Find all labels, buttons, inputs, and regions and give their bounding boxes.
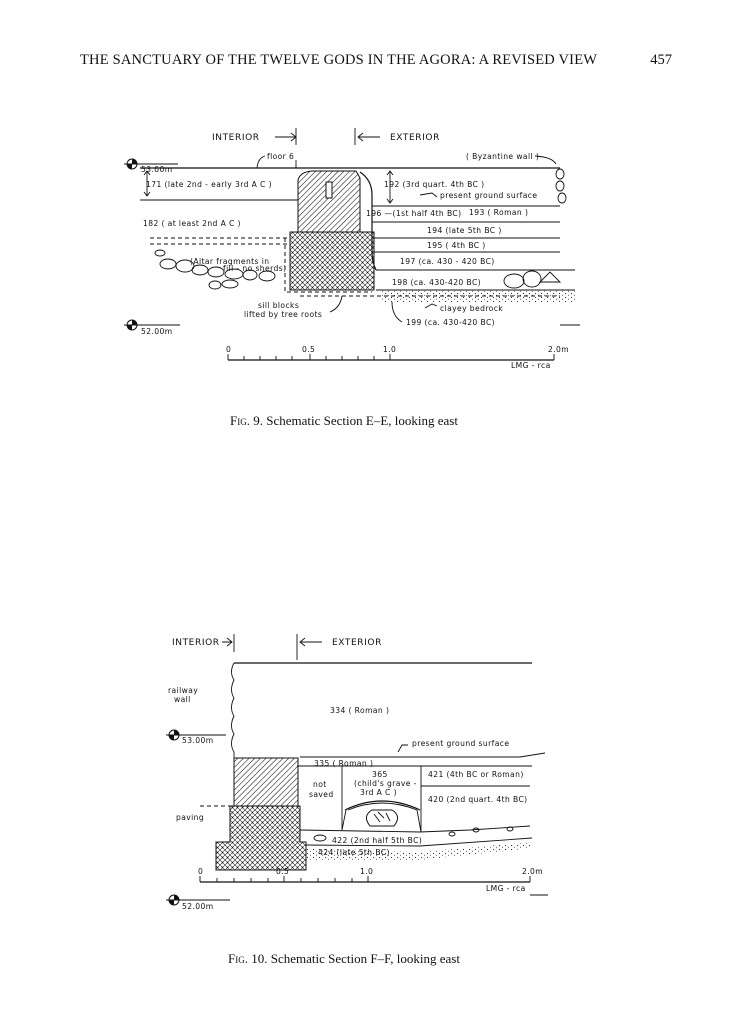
fig9-elev-top: 53.00m [141, 165, 173, 174]
figure-9-section-e-e [124, 128, 580, 370]
fig10-scale-05: 0.5 [276, 867, 290, 876]
fig9-altar-note-2: fill - no sherds) [223, 264, 287, 273]
fig9-clayey-bedrock: clayey bedrock [440, 304, 504, 313]
fig9-elev-bottom: 52.00m [141, 327, 173, 336]
fig9-layer-198: 198 (ca. 430-420 BC) [392, 278, 482, 287]
fig10-paving: paving [176, 813, 205, 822]
fig10-layer-365-b: (child's grave - [354, 779, 417, 788]
fig10-grave-arch [345, 801, 420, 810]
fig9-interior-label: INTERIOR [212, 133, 260, 143]
fig10-credit: LMG - rca [486, 884, 526, 893]
fig9-caption-number: Fig. 9. [230, 413, 263, 428]
fig10-scale-0: 0 [198, 867, 204, 876]
fig10-not-saved-2: saved [309, 790, 334, 799]
fig9-layer-196: 196 —(1st half 4th BC) [366, 209, 462, 218]
fig9-credit: LMG - rca [511, 361, 551, 370]
fig9-layer-197: 197 (ca. 430 - 420 BC) [400, 257, 495, 266]
fig9-scale-05: 0.5 [302, 345, 316, 354]
fig10-caption [228, 951, 460, 967]
fig9-present-surface: present ground surface [440, 191, 538, 200]
fig10-layer-424: 424 (late 5th BC) [318, 848, 390, 857]
fig10-layer-365-c: 3rd A C ) [360, 788, 397, 797]
fig10-not-saved-1: not [313, 780, 327, 789]
running-title: THE SANCTUARY OF THE TWELVE GODS IN THE AGORA: A REVISED VIEW [80, 52, 598, 68]
fig9-layer-199: 199 (ca. 430-420 BC) [406, 318, 496, 327]
fig10-exterior-label: EXTERIOR [332, 638, 382, 648]
fig9-bedrock [380, 290, 575, 302]
fig10-elev-top: 53.00m [182, 736, 214, 745]
fig10-railway-1: railway [168, 686, 199, 695]
fig10-layer-334: 334 ( Roman ) [330, 706, 390, 715]
fig9-upper-block [298, 171, 360, 232]
fig9-altar-note-1: (Altar fragments in [190, 257, 270, 266]
fig10-caption-text: Schematic Section F–F, looking east [270, 951, 460, 966]
fig9-lower-block [290, 232, 374, 290]
fig9-exterior-label: EXTERIOR [390, 133, 440, 143]
fig10-lower-block [216, 806, 306, 870]
fig10-layer-421: 421 (4th BC or Roman) [428, 770, 524, 779]
fig9-scale-20: 2.0m [548, 345, 570, 354]
fig9-layer-182: 182 ( at least 2nd A C ) [143, 219, 241, 228]
fig10-present-surface: present ground surface [412, 739, 510, 748]
fig10-caption-number: Fig. 10. [228, 951, 268, 966]
fig10-interior-label: INTERIOR [172, 638, 220, 648]
fig9-scale-10: 1.0 [383, 345, 397, 354]
fig9-layer-192: 192 (3rd quart. 4th BC ) [384, 180, 485, 189]
fig10-upper-block [234, 758, 298, 806]
fig9-scale-bar [228, 354, 554, 360]
fig10-layer-365-a: 365 [372, 770, 388, 779]
fig10-grave-pot-icon [366, 810, 397, 826]
fig9-scale-0: 0 [226, 345, 232, 354]
fig10-scale-10: 1.0 [360, 867, 374, 876]
fig10-layer-422: 422 (2nd half 5th BC) [332, 836, 423, 845]
fig9-caption [230, 413, 458, 429]
fig10-layer-420: 420 (2nd quart. 4th BC) [428, 795, 528, 804]
fig9-layer-193: 193 ( Roman ) [469, 208, 529, 217]
fig10-scale-20: 2.0m [522, 867, 544, 876]
page-number: 457 [650, 52, 672, 68]
fig9-caption-text: Schematic Section E–E, looking east [266, 413, 458, 428]
fig10-scale-bar [200, 876, 530, 882]
fig10-elev-bottom: 52.00m [182, 902, 214, 911]
fig9-byzantine-label: ( Byzantine wall ) [466, 152, 540, 161]
fig10-layer-335: 335 ( Roman ) [314, 759, 374, 768]
fig9-layer-195: 195 ( 4th BC ) [427, 241, 486, 250]
fig9-layer-171: 171 (late 2nd - early 3rd A C ) [146, 180, 272, 189]
fig9-floor-label: floor 6 [267, 152, 295, 161]
fig10-railway-2: wall [174, 695, 191, 704]
fig9-sill-note-1: sill blocks [258, 301, 300, 310]
fig9-layer-194: 194 (late 5th BC ) [427, 226, 502, 235]
figure-10-section-f-f [166, 634, 548, 911]
fig9-sill-note-2: lifted by tree roots [244, 310, 323, 319]
